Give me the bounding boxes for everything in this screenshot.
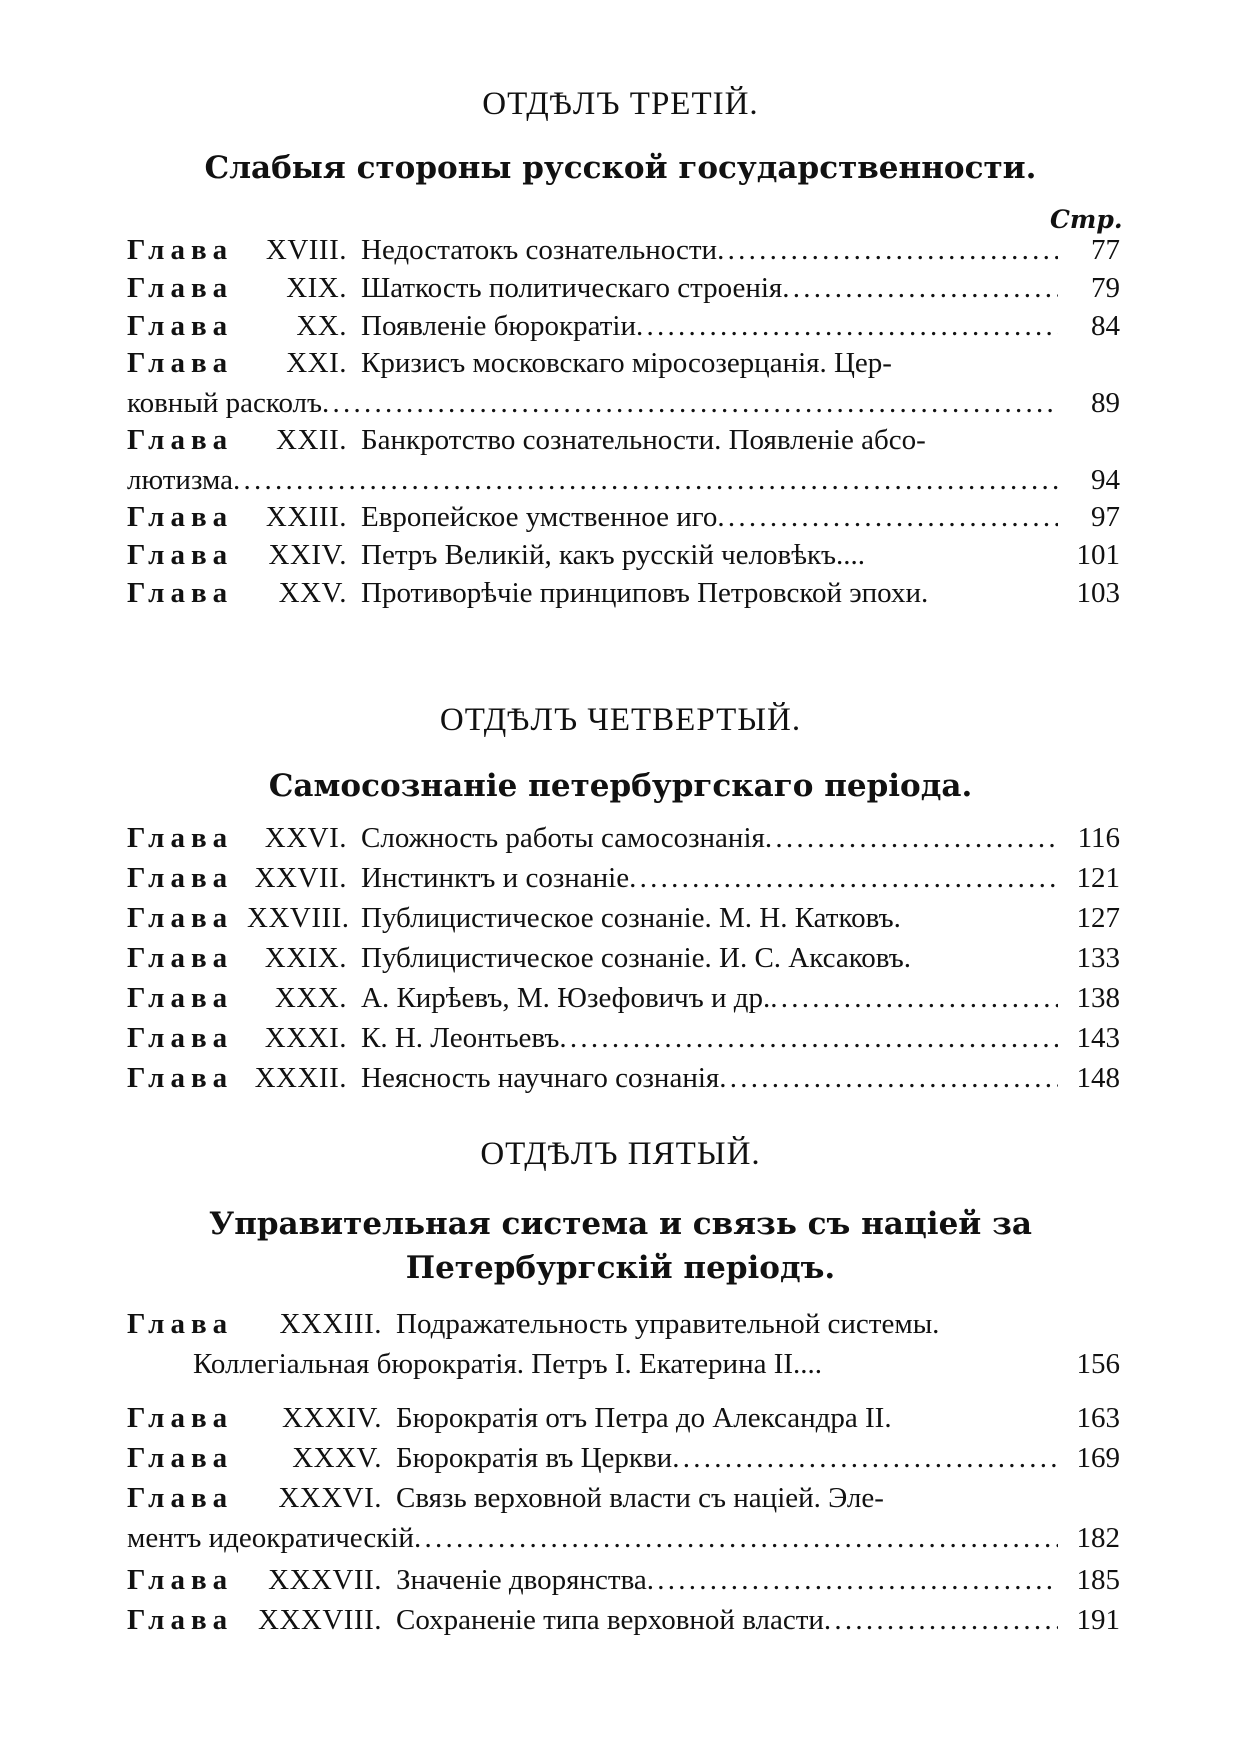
toc-entry xyxy=(127,818,1120,858)
chapter-label: Глава xyxy=(127,1402,234,1434)
page-number: 138 xyxy=(1076,982,1120,1014)
chapter-number: XXXI. xyxy=(264,1022,347,1054)
chapter-label: Глава xyxy=(127,1604,234,1636)
chapter-label: Глава xyxy=(127,501,234,533)
page-number: 191 xyxy=(1076,1604,1120,1636)
chapter-label: Глава xyxy=(127,577,234,609)
chapter-number: XXIII. xyxy=(265,501,347,533)
chapter-number: XXXII. xyxy=(254,1062,347,1094)
page-number: 121 xyxy=(1076,862,1120,894)
chapter-title: А. Кирѣевъ, М. Юзефовичъ и др. xyxy=(361,982,771,1014)
section-subtitle: Самосознаніе петербургскаго періода. xyxy=(268,768,973,804)
chapter-title: К. Н. Леонтьевъ xyxy=(361,1022,560,1054)
toc-entry xyxy=(127,938,1120,978)
chapter-label: Глава xyxy=(127,1308,234,1340)
page-number: 127 xyxy=(1076,902,1120,934)
page-number: 77 xyxy=(1091,234,1120,266)
chapter-title: Связь верховной власти съ націей. Эле- xyxy=(396,1482,884,1514)
page-number: 156 xyxy=(1076,1348,1120,1380)
chapter-number: XXIX. xyxy=(264,942,347,974)
chapter-title: Банкротство сознательности. Появленіе абсо- xyxy=(361,424,926,456)
toc-entry xyxy=(127,1438,1120,1478)
chapter-label: Глава xyxy=(127,862,234,894)
chapter-number: XXVI. xyxy=(264,822,347,854)
page-number: 133 xyxy=(1076,942,1120,974)
chapter-title-continued: ковный расколъ xyxy=(127,387,323,419)
toc-entry xyxy=(127,1304,1120,1384)
chapter-title: Публицистическое сознаніе. И. С. Аксаковъ. xyxy=(361,942,912,974)
chapter-label: Глава xyxy=(127,1062,234,1094)
chapter-title: Сложность работы самосознанія xyxy=(361,822,765,854)
toc-entry xyxy=(127,1058,1120,1098)
chapter-number: XXXVI. xyxy=(278,1482,382,1514)
chapter-number: XXV. xyxy=(278,577,347,609)
chapter-label: Глава xyxy=(127,424,234,456)
chapter-title: Подражательность управительной системы. xyxy=(396,1308,940,1340)
chapter-label: Глава xyxy=(127,234,234,266)
chapter-title: Противорѣчіе принциповъ Петровской эпохи. xyxy=(361,577,929,609)
chapter-number: XXII. xyxy=(276,424,347,456)
section-title: ОТДѢЛЪ ЧЕТВЕРТЫЙ. xyxy=(439,702,802,738)
toc-entry xyxy=(127,898,1120,938)
chapter-label: Глава xyxy=(127,347,234,379)
chapter-number: XX. xyxy=(296,310,347,342)
chapter-title: Кризисъ московскаго міросозерцанія. Цер- xyxy=(361,347,892,379)
toc-entry xyxy=(127,1600,1120,1640)
chapter-number: XXXVIII. xyxy=(258,1604,382,1636)
toc-entry xyxy=(127,1478,1120,1558)
chapter-number: XXVIII. xyxy=(247,902,350,934)
toc-entry xyxy=(127,268,1120,308)
chapter-title-continued: ментъ идеократическій xyxy=(127,1522,414,1554)
toc-entry xyxy=(127,535,1120,575)
page-number: 103 xyxy=(1076,577,1120,609)
chapter-title: Сохраненіе типа верховной власти xyxy=(396,1604,824,1636)
page-number: 84 xyxy=(1091,310,1120,342)
page-number: 89 xyxy=(1091,387,1120,419)
chapter-number: XIX. xyxy=(286,272,347,304)
chapter-label: Глава xyxy=(127,982,234,1014)
toc-entry xyxy=(127,420,1120,500)
chapter-title: Неясность научнаго сознанія xyxy=(361,1062,720,1094)
page-number: 148 xyxy=(1076,1062,1120,1094)
section-subtitle: Управительная система и связь съ націей за xyxy=(209,1206,1032,1242)
page-number: 101 xyxy=(1076,539,1120,571)
chapter-title-continued: Коллегіальная бюрократія. Петръ I. Екатерина II.... xyxy=(193,1348,823,1380)
chapter-title: Бюрократія въ Церкви xyxy=(396,1442,673,1474)
section-subtitle: Слабыя стороны русской государственности. xyxy=(204,150,1037,186)
section-subtitle-line2: Петербургскій періодъ. xyxy=(405,1250,836,1286)
chapter-title: Публицистическое сознаніе. М. Н. Катковъ. xyxy=(361,902,901,934)
page-number: 143 xyxy=(1076,1022,1120,1054)
toc-entry xyxy=(127,858,1120,898)
chapter-number: XXXV. xyxy=(292,1442,382,1474)
chapter-label: Глава xyxy=(127,1482,234,1514)
chapter-title: Шаткость политическаго строенія xyxy=(361,272,783,304)
chapter-number: XXXVII. xyxy=(268,1564,382,1596)
toc-entry xyxy=(127,230,1120,270)
chapter-label: Глава xyxy=(127,272,234,304)
toc-entry xyxy=(127,1560,1120,1600)
chapter-number: XXIV. xyxy=(268,539,347,571)
chapter-title-continued: лютизма xyxy=(127,464,234,496)
chapter-title: Петръ Великій, какъ русскій человѣкъ.... xyxy=(361,539,866,571)
chapter-label: Глава xyxy=(127,310,234,342)
toc-entry xyxy=(127,1398,1120,1438)
page-number: 94 xyxy=(1091,464,1120,496)
chapter-number: XXXIV. xyxy=(282,1402,382,1434)
chapter-label: Глава xyxy=(127,1442,234,1474)
chapter-number: XXVII. xyxy=(254,862,347,894)
section-title: ОТДѢЛЪ ТРЕТІЙ. xyxy=(482,86,759,122)
toc-entry xyxy=(127,343,1120,423)
chapter-label: Глава xyxy=(127,1564,234,1596)
chapter-number: XXX. xyxy=(274,982,347,1014)
page-number: 163 xyxy=(1076,1402,1120,1434)
chapter-title: Появленіе бюрократіи xyxy=(361,310,636,342)
toc-entry xyxy=(127,1018,1120,1058)
chapter-title: Недостатокъ сознательности xyxy=(361,234,718,266)
chapter-title: Европейское умственное иго xyxy=(361,501,718,533)
toc-entry xyxy=(127,497,1120,537)
page-number: 169 xyxy=(1076,1442,1120,1474)
page-number: 79 xyxy=(1091,272,1120,304)
section-title: ОТДѢЛЪ ПЯТЫЙ. xyxy=(480,1136,761,1172)
chapter-label: Глава xyxy=(127,1022,234,1054)
page-number: 182 xyxy=(1076,1522,1120,1554)
chapter-number: XVIII. xyxy=(265,234,347,266)
chapter-number: XXI. xyxy=(286,347,347,379)
chapter-number: XXXIII. xyxy=(279,1308,382,1340)
chapter-label: Глава xyxy=(127,902,234,934)
chapter-title: Инстинктъ и сознаніе xyxy=(361,862,630,894)
page-number: 97 xyxy=(1091,501,1120,533)
chapter-label: Глава xyxy=(127,822,234,854)
page-number: 185 xyxy=(1076,1564,1120,1596)
chapter-label: Глава xyxy=(127,539,234,571)
page-column-label: Стр. xyxy=(1050,205,1123,234)
toc-entry xyxy=(127,978,1120,1018)
chapter-title: Значеніе дворянства xyxy=(396,1564,647,1596)
chapter-label: Глава xyxy=(127,942,234,974)
toc-entry xyxy=(127,573,1120,613)
toc-entry xyxy=(127,306,1120,346)
page-number: 116 xyxy=(1077,822,1120,854)
chapter-title: Бюрократія отъ Петра до Александра II. xyxy=(396,1402,892,1434)
